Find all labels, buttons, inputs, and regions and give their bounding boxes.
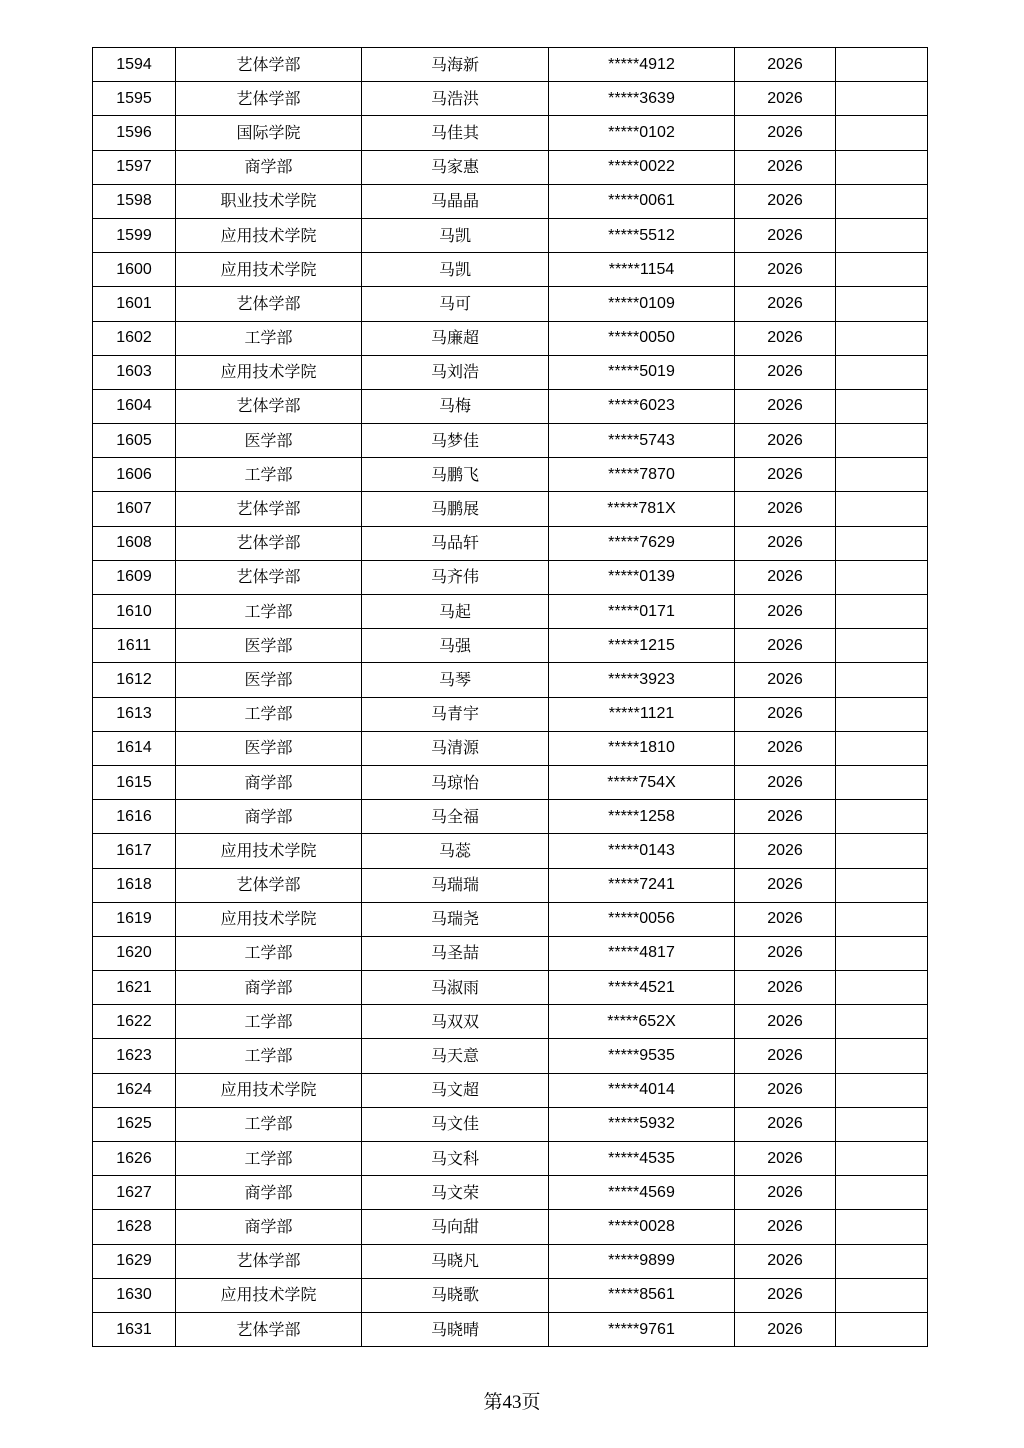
student-name-cell: 马晓晴 — [362, 1312, 549, 1346]
masked-id-cell: *****4521 — [549, 971, 735, 1005]
table-row — [93, 936, 928, 970]
page-number: 第43页 — [483, 1392, 541, 1413]
row-number-cell: 1610 — [93, 595, 176, 629]
note-cell — [836, 731, 928, 765]
table-row — [93, 218, 928, 252]
student-name-cell: 马凯 — [362, 253, 549, 287]
row-number-cell: 1603 — [93, 355, 176, 389]
student-name-cell: 马清源 — [362, 731, 549, 765]
year-cell: 2026 — [735, 1073, 836, 1107]
row-number-cell: 1620 — [93, 936, 176, 970]
masked-id-cell: *****4817 — [549, 936, 735, 970]
student-name-cell: 马向甜 — [362, 1210, 549, 1244]
student-name-cell: 马晓凡 — [362, 1244, 549, 1278]
year-cell: 2026 — [735, 116, 836, 150]
year-cell: 2026 — [735, 1107, 836, 1141]
masked-id-cell: *****7870 — [549, 458, 735, 492]
masked-id-cell: *****0061 — [549, 184, 735, 218]
department-cell: 商学部 — [176, 150, 362, 184]
row-number-cell: 1614 — [93, 731, 176, 765]
masked-id-cell: *****0171 — [549, 595, 735, 629]
year-cell: 2026 — [735, 868, 836, 902]
note-cell — [836, 1107, 928, 1141]
year-cell: 2026 — [735, 458, 836, 492]
masked-id-cell: *****0028 — [549, 1210, 735, 1244]
masked-id-cell: *****8561 — [549, 1278, 735, 1312]
student-name-cell: 马鹏展 — [362, 492, 549, 526]
table-row — [93, 560, 928, 594]
student-name-cell: 马双双 — [362, 1005, 549, 1039]
note-cell — [836, 902, 928, 936]
year-cell: 2026 — [735, 902, 836, 936]
table-row — [93, 834, 928, 868]
table-row — [93, 526, 928, 560]
student-name-cell: 马全福 — [362, 800, 549, 834]
student-name-cell: 马青宇 — [362, 697, 549, 731]
row-number-cell: 1596 — [93, 116, 176, 150]
note-cell — [836, 1142, 928, 1176]
note-cell — [836, 287, 928, 321]
masked-id-cell: *****1121 — [549, 697, 735, 731]
row-number-cell: 1597 — [93, 150, 176, 184]
row-number-cell: 1609 — [93, 560, 176, 594]
note-cell — [836, 971, 928, 1005]
row-number-cell: 1605 — [93, 424, 176, 458]
department-cell: 应用技术学院 — [176, 1073, 362, 1107]
note-cell — [836, 1073, 928, 1107]
student-name-cell: 马浩洪 — [362, 82, 549, 116]
masked-id-cell: *****6023 — [549, 389, 735, 423]
note-cell — [836, 1039, 928, 1073]
department-cell: 医学部 — [176, 663, 362, 697]
masked-id-cell: *****0143 — [549, 834, 735, 868]
row-number-cell: 1631 — [93, 1312, 176, 1346]
row-number-cell: 1628 — [93, 1210, 176, 1244]
department-cell: 医学部 — [176, 424, 362, 458]
row-number-cell: 1629 — [93, 1244, 176, 1278]
student-name-cell: 马琴 — [362, 663, 549, 697]
table-row — [93, 253, 928, 287]
table-row — [93, 765, 928, 799]
department-cell: 工学部 — [176, 1039, 362, 1073]
year-cell: 2026 — [735, 492, 836, 526]
table-row — [93, 1176, 928, 1210]
note-cell — [836, 458, 928, 492]
row-number-cell: 1619 — [93, 902, 176, 936]
table-row — [93, 389, 928, 423]
year-cell: 2026 — [735, 697, 836, 731]
note-cell — [836, 595, 928, 629]
department-cell: 艺体学部 — [176, 1312, 362, 1346]
year-cell: 2026 — [735, 1278, 836, 1312]
student-name-cell: 马天意 — [362, 1039, 549, 1073]
table-row — [93, 971, 928, 1005]
masked-id-cell: *****5512 — [549, 218, 735, 252]
student-name-cell: 马鹏飞 — [362, 458, 549, 492]
masked-id-cell: *****0022 — [549, 150, 735, 184]
masked-id-cell: *****9761 — [549, 1312, 735, 1346]
table-row — [93, 595, 928, 629]
department-cell: 艺体学部 — [176, 389, 362, 423]
department-cell: 艺体学部 — [176, 868, 362, 902]
department-cell: 工学部 — [176, 1005, 362, 1039]
table-row — [93, 492, 928, 526]
note-cell — [836, 48, 928, 82]
student-name-cell: 马文荣 — [362, 1176, 549, 1210]
note-cell — [836, 629, 928, 663]
department-cell: 国际学院 — [176, 116, 362, 150]
row-number-cell: 1627 — [93, 1176, 176, 1210]
row-number-cell: 1621 — [93, 971, 176, 1005]
row-number-cell: 1594 — [93, 48, 176, 82]
table-row — [93, 1039, 928, 1073]
year-cell: 2026 — [735, 936, 836, 970]
year-cell: 2026 — [735, 287, 836, 321]
masked-id-cell: *****1215 — [549, 629, 735, 663]
department-cell: 艺体学部 — [176, 287, 362, 321]
student-name-cell: 马齐伟 — [362, 560, 549, 594]
department-cell: 应用技术学院 — [176, 902, 362, 936]
masked-id-cell: *****0102 — [549, 116, 735, 150]
year-cell: 2026 — [735, 321, 836, 355]
student-name-cell: 马文超 — [362, 1073, 549, 1107]
note-cell — [836, 526, 928, 560]
masked-id-cell: *****5743 — [549, 424, 735, 458]
student-name-cell: 马瑞瑞 — [362, 868, 549, 902]
note-cell — [836, 936, 928, 970]
year-cell: 2026 — [735, 48, 836, 82]
masked-id-cell: *****0109 — [549, 287, 735, 321]
table-row — [93, 355, 928, 389]
student-name-cell: 马家惠 — [362, 150, 549, 184]
year-cell: 2026 — [735, 1312, 836, 1346]
note-cell — [836, 834, 928, 868]
department-cell: 工学部 — [176, 595, 362, 629]
row-number-cell: 1608 — [93, 526, 176, 560]
department-cell: 医学部 — [176, 629, 362, 663]
year-cell: 2026 — [735, 629, 836, 663]
note-cell — [836, 663, 928, 697]
row-number-cell: 1630 — [93, 1278, 176, 1312]
masked-id-cell: *****781X — [549, 492, 735, 526]
note-cell — [836, 1278, 928, 1312]
year-cell: 2026 — [735, 82, 836, 116]
masked-id-cell: *****4569 — [549, 1176, 735, 1210]
row-number-cell: 1617 — [93, 834, 176, 868]
note-cell — [836, 492, 928, 526]
row-number-cell: 1623 — [93, 1039, 176, 1073]
table-row — [93, 663, 928, 697]
student-name-cell: 马文科 — [362, 1142, 549, 1176]
table-row — [93, 697, 928, 731]
student-name-cell: 马淑雨 — [362, 971, 549, 1005]
year-cell: 2026 — [735, 1005, 836, 1039]
department-cell: 工学部 — [176, 697, 362, 731]
department-cell: 工学部 — [176, 321, 362, 355]
row-number-cell: 1616 — [93, 800, 176, 834]
student-name-cell: 马刘浩 — [362, 355, 549, 389]
roster-table — [92, 47, 928, 1347]
row-number-cell: 1611 — [93, 629, 176, 663]
masked-id-cell: *****4535 — [549, 1142, 735, 1176]
note-cell — [836, 424, 928, 458]
department-cell: 工学部 — [176, 458, 362, 492]
masked-id-cell: *****754X — [549, 765, 735, 799]
masked-id-cell: *****5932 — [549, 1107, 735, 1141]
year-cell: 2026 — [735, 150, 836, 184]
masked-id-cell: *****3923 — [549, 663, 735, 697]
note-cell — [836, 218, 928, 252]
masked-id-cell: *****1810 — [549, 731, 735, 765]
department-cell: 艺体学部 — [176, 1244, 362, 1278]
row-number-cell: 1606 — [93, 458, 176, 492]
student-name-cell: 马文佳 — [362, 1107, 549, 1141]
table-row — [93, 868, 928, 902]
note-cell — [836, 1005, 928, 1039]
row-number-cell: 1599 — [93, 218, 176, 252]
row-number-cell: 1598 — [93, 184, 176, 218]
note-cell — [836, 253, 928, 287]
department-cell: 艺体学部 — [176, 82, 362, 116]
table-row — [93, 629, 928, 663]
year-cell: 2026 — [735, 971, 836, 1005]
year-cell: 2026 — [735, 424, 836, 458]
note-cell — [836, 560, 928, 594]
note-cell — [836, 184, 928, 218]
department-cell: 职业技术学院 — [176, 184, 362, 218]
student-name-cell: 马梦佳 — [362, 424, 549, 458]
year-cell: 2026 — [735, 765, 836, 799]
year-cell: 2026 — [735, 253, 836, 287]
note-cell — [836, 697, 928, 731]
table-row — [93, 1244, 928, 1278]
department-cell: 应用技术学院 — [176, 218, 362, 252]
year-cell: 2026 — [735, 526, 836, 560]
note-cell — [836, 1244, 928, 1278]
masked-id-cell: *****7241 — [549, 868, 735, 902]
year-cell: 2026 — [735, 663, 836, 697]
row-number-cell: 1595 — [93, 82, 176, 116]
student-name-cell: 马圣喆 — [362, 936, 549, 970]
department-cell: 应用技术学院 — [176, 1278, 362, 1312]
table-row — [93, 321, 928, 355]
year-cell: 2026 — [735, 1210, 836, 1244]
year-cell: 2026 — [735, 1039, 836, 1073]
year-cell: 2026 — [735, 560, 836, 594]
table-row — [93, 1073, 928, 1107]
table-row — [93, 731, 928, 765]
masked-id-cell: *****9535 — [549, 1039, 735, 1073]
note-cell — [836, 1176, 928, 1210]
row-number-cell: 1602 — [93, 321, 176, 355]
table-row — [93, 1278, 928, 1312]
year-cell: 2026 — [735, 218, 836, 252]
row-number-cell: 1607 — [93, 492, 176, 526]
student-name-cell: 马可 — [362, 287, 549, 321]
department-cell: 商学部 — [176, 971, 362, 1005]
table-row — [93, 1210, 928, 1244]
note-cell — [836, 82, 928, 116]
table-row — [93, 1142, 928, 1176]
department-cell: 商学部 — [176, 1210, 362, 1244]
row-number-cell: 1604 — [93, 389, 176, 423]
student-name-cell: 马瑞尧 — [362, 902, 549, 936]
student-name-cell: 马廉超 — [362, 321, 549, 355]
year-cell: 2026 — [735, 184, 836, 218]
table-row — [93, 800, 928, 834]
department-cell: 艺体学部 — [176, 560, 362, 594]
row-number-cell: 1600 — [93, 253, 176, 287]
table-row — [93, 184, 928, 218]
note-cell — [836, 321, 928, 355]
student-name-cell: 马佳其 — [362, 116, 549, 150]
student-name-cell: 马琼怡 — [362, 765, 549, 799]
masked-id-cell: *****1258 — [549, 800, 735, 834]
table-row — [93, 150, 928, 184]
table-row — [93, 902, 928, 936]
note-cell — [836, 116, 928, 150]
table-row — [93, 1005, 928, 1039]
masked-id-cell: *****0056 — [549, 902, 735, 936]
note-cell — [836, 389, 928, 423]
row-number-cell: 1612 — [93, 663, 176, 697]
student-name-cell: 马凯 — [362, 218, 549, 252]
student-name-cell: 马海新 — [362, 48, 549, 82]
department-cell: 应用技术学院 — [176, 253, 362, 287]
row-number-cell: 1613 — [93, 697, 176, 731]
student-name-cell: 马品轩 — [362, 526, 549, 560]
masked-id-cell: *****4014 — [549, 1073, 735, 1107]
year-cell: 2026 — [735, 595, 836, 629]
row-number-cell: 1615 — [93, 765, 176, 799]
year-cell: 2026 — [735, 1244, 836, 1278]
table-row — [93, 1107, 928, 1141]
table-row — [93, 458, 928, 492]
year-cell: 2026 — [735, 1176, 836, 1210]
student-name-cell: 马起 — [362, 595, 549, 629]
year-cell: 2026 — [735, 800, 836, 834]
masked-id-cell: *****4912 — [549, 48, 735, 82]
masked-id-cell: *****652X — [549, 1005, 735, 1039]
year-cell: 2026 — [735, 1142, 836, 1176]
row-number-cell: 1624 — [93, 1073, 176, 1107]
table-row — [93, 1312, 928, 1346]
roster-table-body — [93, 48, 928, 1347]
department-cell: 工学部 — [176, 936, 362, 970]
department-cell: 商学部 — [176, 765, 362, 799]
department-cell: 商学部 — [176, 1176, 362, 1210]
table-row — [93, 82, 928, 116]
masked-id-cell: *****9899 — [549, 1244, 735, 1278]
row-number-cell: 1601 — [93, 287, 176, 321]
masked-id-cell: *****7629 — [549, 526, 735, 560]
table-row — [93, 48, 928, 82]
table-row — [93, 424, 928, 458]
note-cell — [836, 150, 928, 184]
note-cell — [836, 800, 928, 834]
department-cell: 应用技术学院 — [176, 355, 362, 389]
year-cell: 2026 — [735, 355, 836, 389]
note-cell — [836, 1312, 928, 1346]
student-name-cell: 马晶晶 — [362, 184, 549, 218]
note-cell — [836, 868, 928, 902]
masked-id-cell: *****5019 — [549, 355, 735, 389]
masked-id-cell: *****3639 — [549, 82, 735, 116]
note-cell — [836, 765, 928, 799]
row-number-cell: 1622 — [93, 1005, 176, 1039]
table-row — [93, 116, 928, 150]
year-cell: 2026 — [735, 731, 836, 765]
note-cell — [836, 1210, 928, 1244]
row-number-cell: 1625 — [93, 1107, 176, 1141]
student-name-cell: 马梅 — [362, 389, 549, 423]
note-cell — [836, 355, 928, 389]
student-name-cell: 马蕊 — [362, 834, 549, 868]
department-cell: 工学部 — [176, 1107, 362, 1141]
student-name-cell: 马晓歌 — [362, 1278, 549, 1312]
department-cell: 艺体学部 — [176, 526, 362, 560]
department-cell: 商学部 — [176, 800, 362, 834]
student-name-cell: 马强 — [362, 629, 549, 663]
department-cell: 医学部 — [176, 731, 362, 765]
year-cell: 2026 — [735, 389, 836, 423]
table-row — [93, 287, 928, 321]
department-cell: 艺体学部 — [176, 48, 362, 82]
masked-id-cell: *****0139 — [549, 560, 735, 594]
row-number-cell: 1618 — [93, 868, 176, 902]
masked-id-cell: *****0050 — [549, 321, 735, 355]
department-cell: 艺体学部 — [176, 492, 362, 526]
year-cell: 2026 — [735, 834, 836, 868]
department-cell: 工学部 — [176, 1142, 362, 1176]
row-number-cell: 1626 — [93, 1142, 176, 1176]
masked-id-cell: *****1154 — [549, 253, 735, 287]
department-cell: 应用技术学院 — [176, 834, 362, 868]
